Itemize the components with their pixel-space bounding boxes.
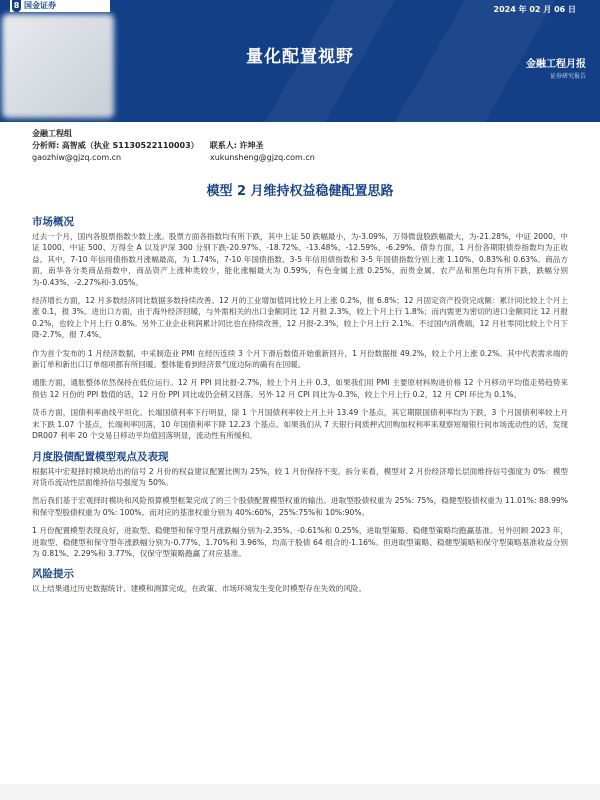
report-headline: 模型 2 月维持权益稳健配置思路 bbox=[206, 184, 394, 199]
paragraph: 以上结果通过历史数据统计、建模和测算完成，在政策、市场环境发生变化时模型存在失效的风险。 bbox=[32, 584, 367, 594]
contact-email[interactable]: xukunsheng@gjzq.com.cn bbox=[210, 153, 315, 162]
paragraph: 经济增长方面，12 月多数经济同比数据多数持续改善。12 月的工业增加值同比较上月上涨 0.2%，报 6.8%；12 月固定资产投资完成额：累计同比较上个月上涨 0.1，报 3%。进出口方面，由于海外经济回暖，与外需相关的出口金额同比 12 月报 2.3%，较上个月上行 1.8%；而内需更为密切的进口金额同比 12 月报 0.2%，也较上个月上行 0.8%。另外工业企业利润累计同比也在持续改善，12 月报-2.3%，较上个月上行 2.1%。不过国内消费端，12 月社零同比较上个月下降-2.7%，报 7.4%。 bbox=[32, 296, 568, 340]
analyst-label: 分析师: bbox=[32, 141, 60, 150]
logo-text: 国金证券 bbox=[24, 1, 56, 10]
report-type: 金融工程月报 bbox=[526, 59, 586, 70]
paragraph: 然后我们基于宏观择时模块和风险预算模型框架完成了的三个股债配置模型权重的输出。进取型股债权重为 25%: 75%，稳健型股债权重为 11.01%: 88.99%和保守型股债权重为 0%: 100%。而对应的基准权重分别为 40%:60%，25%:75%和 10%:90%。 bbox=[32, 496, 568, 517]
report-date: 2024 年 02 月 06 日 bbox=[493, 5, 576, 14]
report-title: 量化配置视野 bbox=[246, 47, 354, 67]
research-group: 金融工程组 bbox=[32, 129, 72, 138]
section-heading-market-overview: 市场概况 bbox=[32, 216, 74, 228]
analyst-email[interactable]: gaozhiw@gjzq.com.cn bbox=[32, 153, 122, 162]
report-banner bbox=[0, 0, 600, 122]
paragraph: 1 月份配置模型表现良好，进取型、稳健型和保守型月涨跌幅分别为-2.35%、-0.61%和 0.25%，进取型策略、稳健型策略均跑赢基准。另外回顾 2023 年，进取型、稳健型和保守型年涨跌幅分别为-0.77%、1.70%和 3.96%，均高于股债 64 组合的-1.16%。但进取型策略、稳健型策略和保守型策略基准收益分别为 0.81%、2.29%和 3.77%，仅保守型策略跑赢了对应基准。 bbox=[32, 526, 568, 558]
paragraph: 过去一个月，国内各股票指数少数上涨。股票方面各指数均有所下跌，其中上证 50 跌幅最小，为-3.09%，万得微盘股跌幅最大，为-21.28%，中证 2000、中证 1000、中证 500、万得全 A 以及沪深 300 分别下跌-20.97%、-18.72%、-13.48%、-12.59%、-6.29%。债券方面，1 月份各期限债券指数均为正收益。其中，7-10 年信用债指数月涨幅最高，为 1.74%，7-10 年国债指数、3-5 年信用债指数和 3-5 年国债指数分别上涨 1.10%、0.83%和 0.63%。商品方面，南华各分类商品指数中，商品资产上涨种类较少，能化涨幅最大为 0.59%，有色金属上涨 0.25%，而贵金属、农产品和黑色均有所下跌，跌幅分别为-0.43%、-2.27%和-3.05%。 bbox=[32, 232, 568, 287]
paragraph: 根据其中宏观择时模块给出的信号 2 月份的权益建议配置比例为 25%，较 1 月份保持不变。拆分来看，模型对 2 月份经济增长层面维持信号强度为 0%：模型对货币流动性层面维持信号强度为 50%。 bbox=[32, 466, 568, 487]
paragraph: 作为首个发布的 1 月经济数据，中采制造业 PMI 在经历连续 3 个月下滑后数值开始重新回升，1 月份数据报 49.2%，较上个月上涨 0.2%。其中代表需求端的新订单和新出口订单细项都有所回暖。整体能看到经济景气度边际的确有在回暖。 bbox=[32, 348, 568, 370]
analyst-name: 高智威（执业 S1130522110003） bbox=[61, 141, 199, 150]
logo-mark-icon: 8 bbox=[13, 1, 20, 10]
section-heading-model-view: 月度股债配置模型观点及表现 bbox=[32, 450, 169, 463]
report-body bbox=[32, 214, 568, 602]
page-footer bbox=[0, 784, 600, 800]
contact-label: 联系人: bbox=[209, 141, 237, 150]
paragraph: 通胀方面，通胀整体依然保持在低位运行。12 月 PPI 同比报-2.7%，较上个月上升 0.3，如果我们用 PMI 主要原材料购进价格 12 个月移动平均值走势趋势来预估 12 月份的 PPI 数值的话，12 月份 PPI 同比或仍会稍又回落。另外 12 月 CPI 同比为-0.3%，较上个月上行 0.2，12 月 CPI 环比为 0.1%。 bbox=[32, 378, 568, 399]
company-logo bbox=[10, 0, 110, 12]
section-heading-risk: 风险提示 bbox=[32, 568, 74, 581]
report-category: 证券研究报告 bbox=[549, 73, 586, 80]
analyst-row bbox=[32, 140, 264, 152]
paragraph: 货币方面，国债利率曲线平坦化。长端国债利率下行明显，除 1 个月国债利率较上月上升 13.49 个基点，其它期限国债利率均为下跌，3 个月国债利率较上月末下跌 1.07 个基点，长端利率回落，10 年国债利率下降 12.23 个基点。如果我们从 7 天银行间质押式回购加权利率来观察短端银行间市场流动性的话，发现 DR007 利率 20 个交易日移动平均值回落明显，流动性有所缓和。 bbox=[32, 408, 568, 441]
contact-name: 许坤圣 bbox=[239, 141, 264, 150]
